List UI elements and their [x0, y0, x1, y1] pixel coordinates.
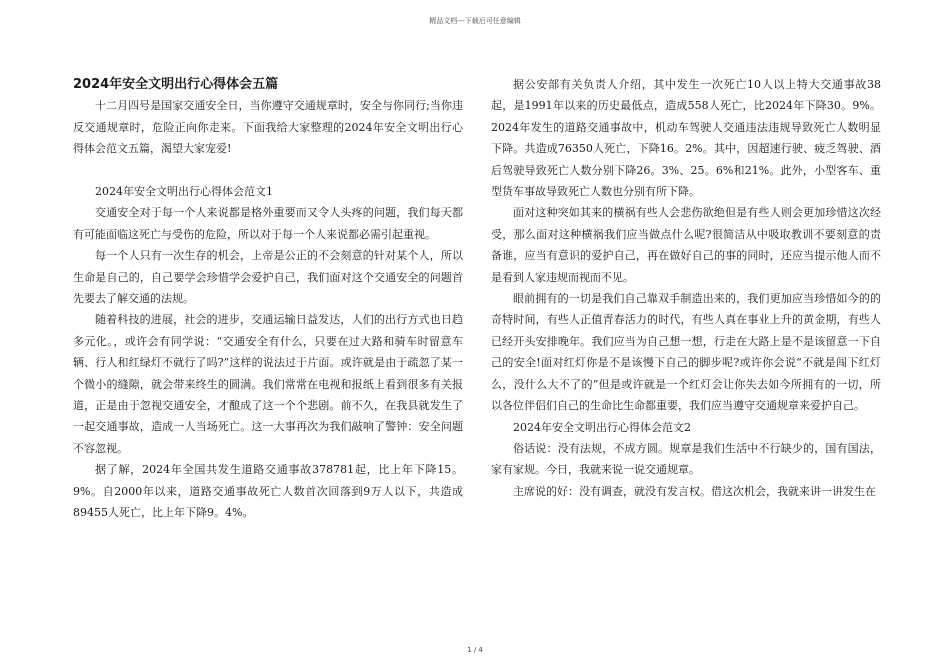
body-paragraph: 据公安部有关负责人介绍，其中发生一次死亡10人以上特大交通事故38起，是1991年以来的历史最低点，造成558人死亡，比2024年下降30。9%。2024年发生的道路交通事故中，机动车驾驶人交通违法违规导致死亡人数明显下降。共造成76350人死亡，下降16。2%。其中，因超速行驶、疲乏驾驶、酒后驾驶导致死亡人数分别下降26。3%、25。6%和21%。此外，小型客车、重型货车事故导致死亡人数也分别有所下降。	[491, 78, 881, 199]
page-number: 1 / 4	[467, 646, 483, 654]
paragraph-gap	[73, 160, 463, 181]
body-paragraph: 面对这种突如其来的横祸有些人会悲伤欲绝但是有些人则会更加珍惜这次经受，那么面对这种横祸我们应当做点什么呢?很简洁从中吸取教训不要刻意的责备谁，应当有意识的爱护自己，再在做好自己的事的同时，还应当提示他人而不是看到人家违规而视而不见。	[491, 206, 881, 284]
right-column	[491, 74, 881, 502]
body-paragraph: 眼前拥有的一切是我们自己靠双手制造出来的，我们更加应当珍惜如今的的奇特时间，有些人正值青春活力的时代，有些人真在事业上升的黄金期，有些人已经开头安排晚年。我们应当为自己想一想，行走在大路上是不是该留意一下自己的安全!面对红灯你是不是该慢下自己的脚步呢?或许你会说“不就是闯下红灯么，没什么大不了的”但是或许就是一个红灯会让你失去如今所拥有的一切，所以各位伴侣们自己的生命比生命都重要，我们应当遵守交通规章来爱护自己。	[491, 292, 881, 413]
body-paragraph: 随着科技的进展，社会的进步，交通运输日益发达，人们的出行方式也日趋多元化。，或许会有同学说：“交通安全有什么，只要在过大路和骑车时留意车辆、行人和红绿灯不就行了吗?”这样的说法过于片面。或许就是由于疏忽了某一个微小的缝隙，就会带来终生的圆满。我们常常在电视和报纸上看到很多有关报道，正是由于忽视交通安全，才酿成了这一个个悲剧。前不久，在我县就发生了一起交通事故，造成一人当场死亡。这一大事再次为我们敲响了警钟：安全问题不容忽视。	[73, 313, 463, 455]
sample-1-heading: 2024年安全文明出行心得体会范文1	[95, 185, 273, 199]
body-paragraph: 俗话说：没有法规，不成方圆。规章是我们生活中不行缺少的，国有国法，家有家规。今日，我就来说一说交通规章。	[491, 441, 881, 477]
intro-paragraph: 十二月四号是国家交通安全日，当你遵守交通规章时，安全与你同行;当你违反交通规章时，危险正向你走来。下面我给大家整理的2024年安全文明出行心得体会范文五篇，渴望大家宠爱!	[73, 99, 463, 156]
left-column	[73, 74, 463, 524]
body-paragraph: 每一个人只有一次生存的机会，上帝是公正的不会刻意的针对某个人，所以生命是自己的，自己要学会珍惜学会爱护自己，我们面对这个交通安全的问题首先要去了解交通的法规。	[73, 249, 463, 306]
document-title: 2024年安全文明出行心得体会五篇	[73, 77, 279, 92]
sample-2-heading: 2024年安全文明出行心得体会范文2	[513, 420, 691, 434]
body-paragraph: 交通安全对于每一个人来说都是格外重要而又令人头疼的问题，我们每天都有可能面临这死亡与受伤的危险，所以对于每一个人来说都必需引起重视。	[73, 206, 463, 241]
page-header: 精品文档---下载后可任意编辑	[429, 17, 521, 25]
body-paragraph: 据了解，2024年全国共发生道路交通事故378781起，比上年下降15。9%。自2000年以来，道路交通事故死亡人数首次回落到9万人以下，共造成89455人死亡，比上年下降9。4%。	[73, 463, 463, 520]
body-paragraph: 主席说的好：没有调查，就没有发言权。借这次机会，我就来讲一讲发生在	[513, 484, 876, 498]
